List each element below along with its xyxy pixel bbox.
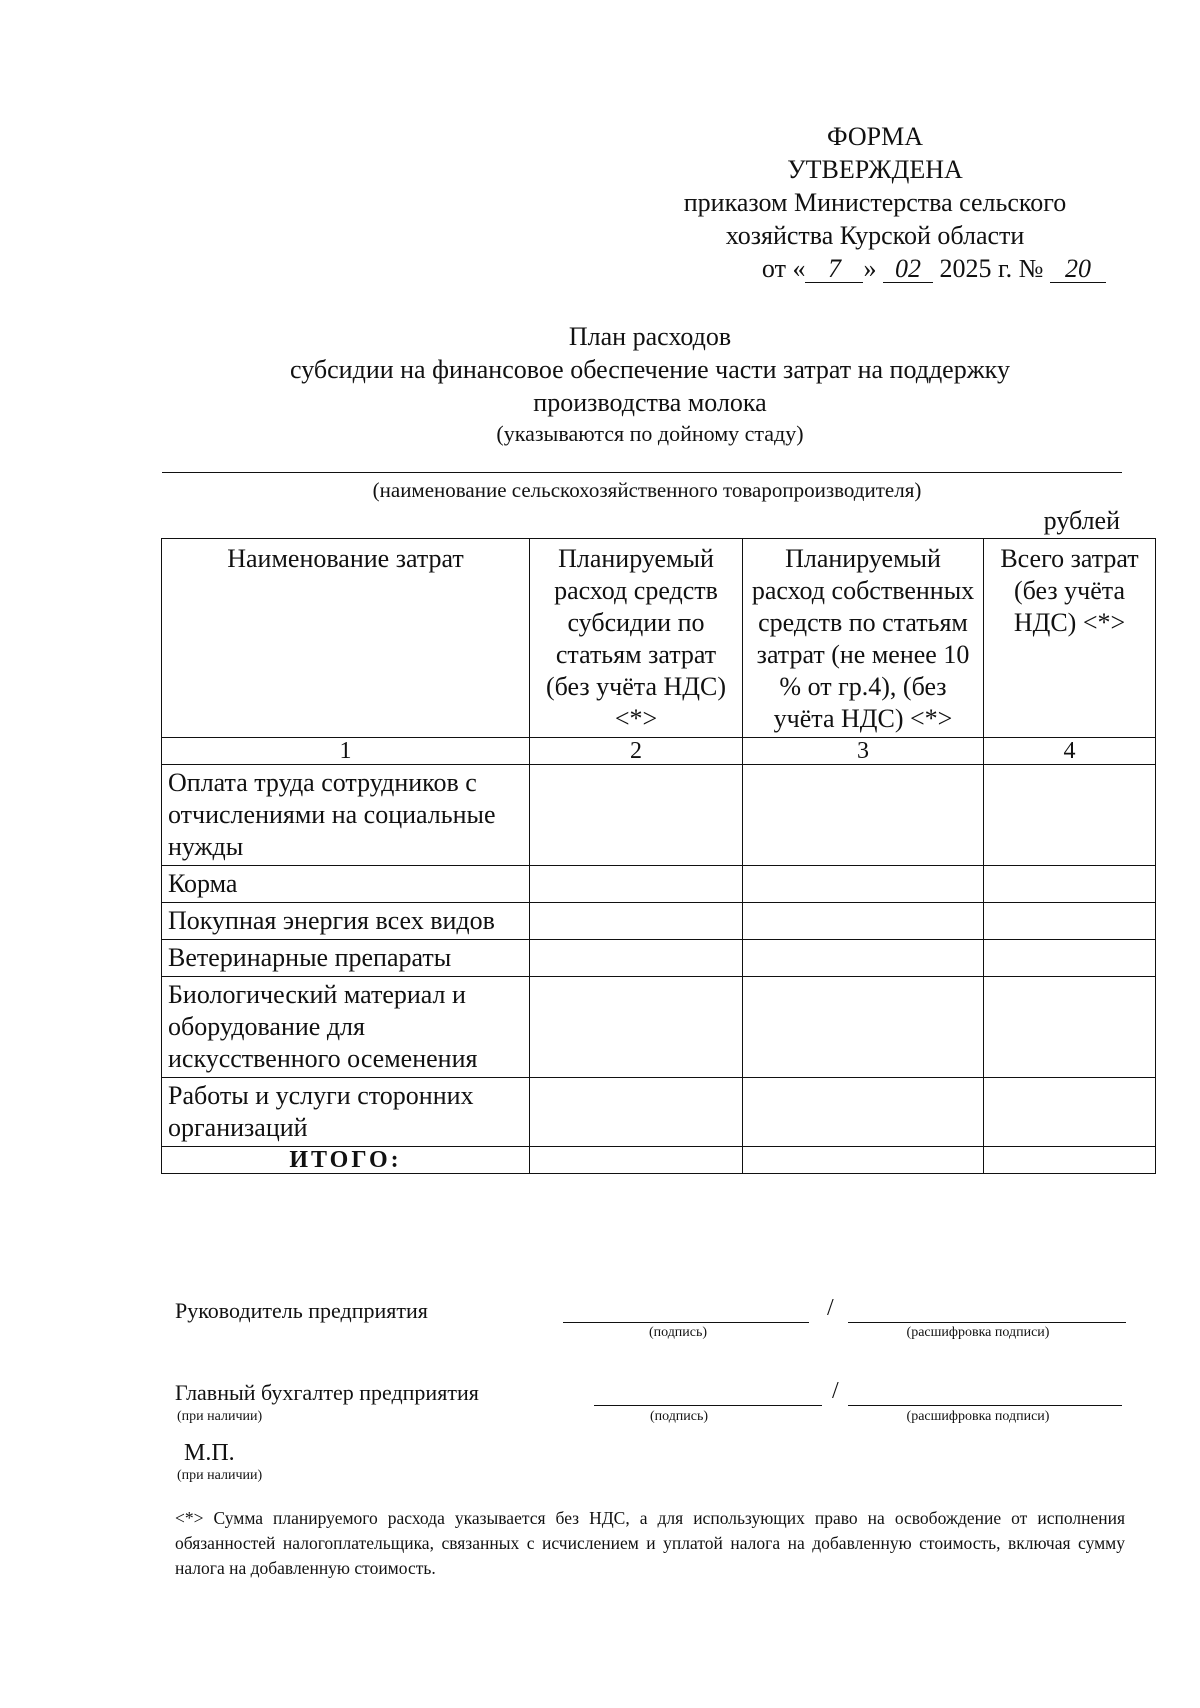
footnote: <*> Сумма планируемого расхода указывается без НДС, а для использующих право на освобождение от исполнения обязанностей налогоплательщика, связанных с исчислением и уплатой налога на добавленную стоимость, включая сумму налога на добавленную стоимость. — [175, 1508, 1125, 1578]
total-row — [162, 1147, 1156, 1174]
row-label-services: Работы и услуги сторонних организаций — [162, 1078, 530, 1147]
cell-subsidy[interactable] — [530, 765, 743, 866]
row-label-biological: Биологический материал и оборудование для искусственного осеменения — [162, 977, 530, 1078]
cell-grand-total[interactable] — [984, 1147, 1156, 1174]
cell-total[interactable] — [984, 866, 1156, 903]
accountant-label: Главный бухгалтер предприятия — [175, 1380, 479, 1405]
table-header-row — [162, 539, 1156, 738]
order-line-1: приказом Министерства сельского — [683, 188, 1067, 217]
column-number: 4 — [984, 738, 1156, 765]
header-subsidy: Планируемый расход средств субсидии по статьям затрат (без учёта НДС) <*> — [530, 539, 743, 738]
column-number-row — [162, 738, 1156, 765]
title-line-1: План расходов — [568, 322, 732, 351]
cell-own-funds[interactable] — [743, 903, 984, 940]
order-number: 20 — [1050, 256, 1106, 283]
decoding-caption: (расшифровка подписи) — [906, 1325, 1050, 1340]
row-label-veterinary: Ветеринарные препараты — [162, 940, 530, 977]
cell-total[interactable] — [984, 765, 1156, 866]
cell-own-funds[interactable] — [743, 866, 984, 903]
stamp-label: М.П. — [184, 1440, 235, 1466]
units-label: рублей — [1043, 506, 1120, 535]
head-signature-line[interactable] — [563, 1322, 809, 1323]
approval-stamp — [640, 120, 1110, 285]
date-mid: » — [863, 254, 877, 283]
table-row — [162, 940, 1156, 977]
table-row — [162, 866, 1156, 903]
header-own-funds: Планируемый расход собственных средств по статьям затрат (не менее 10 % от гр.4), (без учёта НДС) <*> — [743, 539, 984, 738]
document-title — [160, 320, 1140, 449]
slash-separator: / — [832, 1378, 839, 1404]
cell-subsidy[interactable] — [530, 866, 743, 903]
cell-own-funds[interactable] — [743, 1078, 984, 1147]
head-label: Руководитель предприятия — [175, 1298, 428, 1323]
stamp-if-any: (при наличии) — [177, 1468, 263, 1483]
head-decoding-line[interactable] — [848, 1322, 1126, 1323]
cell-total[interactable] — [984, 977, 1156, 1078]
title-line-2: субсидии на финансовое обеспечение части затрат на поддержку — [290, 355, 1010, 384]
total-label: ИТОГО: — [162, 1147, 530, 1174]
signature-caption: (подпись) — [649, 1409, 709, 1424]
date-prefix: от « — [761, 254, 806, 283]
signature-caption: (подпись) — [648, 1325, 708, 1340]
table-row — [162, 903, 1156, 940]
decoding-caption: (расшифровка подписи) — [906, 1409, 1050, 1424]
title-line-3: производства молока — [533, 388, 767, 417]
cell-subsidy[interactable] — [530, 940, 743, 977]
producer-name-caption: (наименование сельскохозяйственного товаропроизводителя) — [372, 478, 922, 502]
row-label-wages: Оплата труда сотрудников с отчислениями на социальные нужды — [162, 765, 530, 866]
column-number: 3 — [743, 738, 984, 765]
cell-total[interactable] — [984, 903, 1156, 940]
cell-subsidy[interactable] — [530, 977, 743, 1078]
cell-own-funds-total[interactable] — [743, 1147, 984, 1174]
cell-total[interactable] — [984, 1078, 1156, 1147]
cell-own-funds[interactable] — [743, 940, 984, 977]
table-row — [162, 765, 1156, 866]
column-number: 2 — [530, 738, 743, 765]
cell-subsidy[interactable] — [530, 903, 743, 940]
title-note: (указываются по дойному стаду) — [496, 421, 804, 446]
cell-subsidy[interactable] — [530, 1078, 743, 1147]
cell-total[interactable] — [984, 940, 1156, 977]
cell-own-funds[interactable] — [743, 765, 984, 866]
cell-own-funds[interactable] — [743, 977, 984, 1078]
order-line-2: хозяйства Курской области — [725, 221, 1025, 250]
slash-separator: / — [827, 1295, 834, 1321]
form-label: ФОРМА — [827, 122, 923, 151]
cell-subsidy-total[interactable] — [530, 1147, 743, 1174]
order-day: 7 — [805, 256, 863, 283]
row-label-energy: Покупная энергия всех видов — [162, 903, 530, 940]
cost-plan-table — [161, 538, 1156, 1174]
accountant-decoding-line[interactable] — [848, 1405, 1122, 1406]
approved-label: УТВЕРЖДЕНА — [787, 155, 963, 184]
column-number: 1 — [162, 738, 530, 765]
order-month: 02 — [883, 256, 933, 283]
table-row — [162, 977, 1156, 1078]
date-suffix: 2025 г. № — [939, 254, 1044, 283]
header-total: Всего затрат (без учёта НДС) <*> — [984, 539, 1156, 738]
producer-name-line[interactable] — [162, 472, 1122, 473]
order-date-line — [640, 252, 1110, 285]
header-cost-name: Наименование затрат — [162, 539, 530, 738]
accountant-if-any: (при наличии) — [177, 1409, 263, 1424]
accountant-signature-line[interactable] — [594, 1405, 822, 1406]
table-row — [162, 1078, 1156, 1147]
row-label-feed: Корма — [162, 866, 530, 903]
